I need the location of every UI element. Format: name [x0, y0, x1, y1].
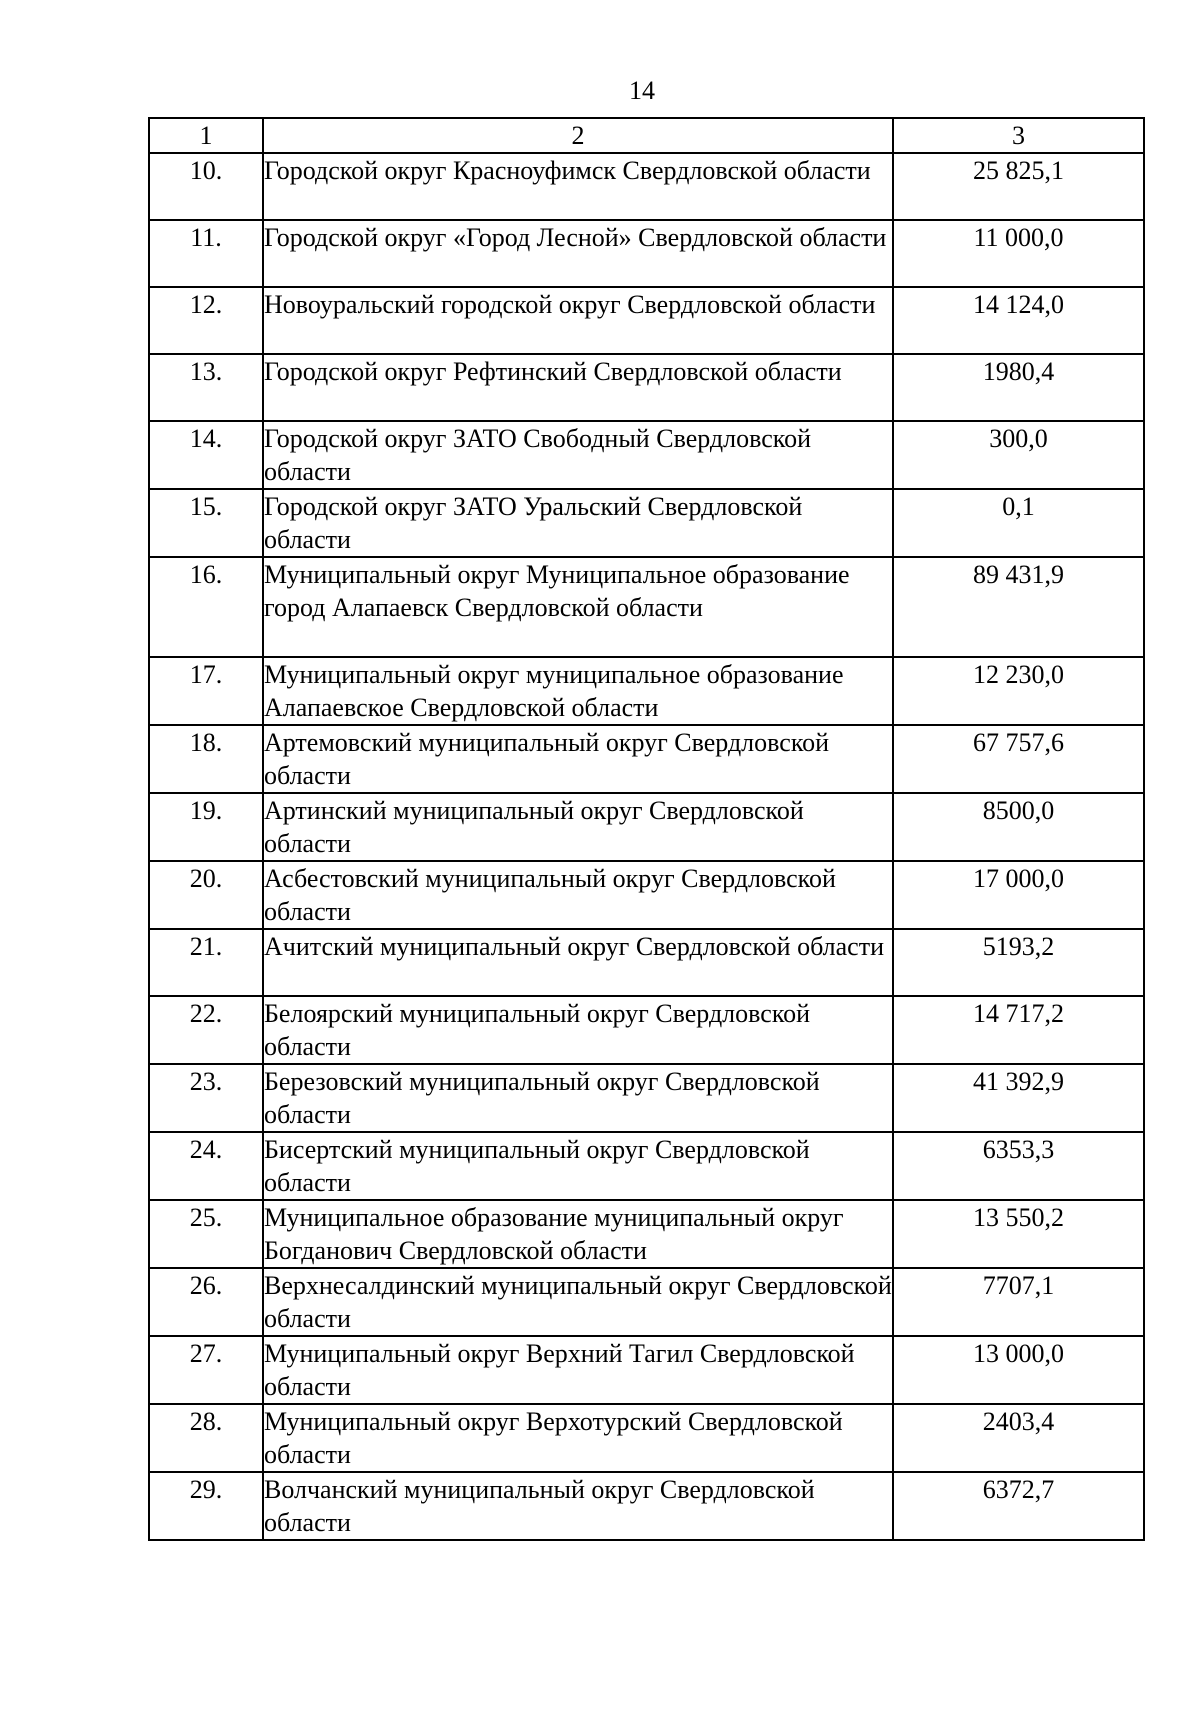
row-municipality-name: Муниципальный округ Муниципальное образование город Алапаевск Свердловской области: [263, 557, 893, 657]
table-row: [149, 793, 1144, 861]
row-amount-value: 300,0: [893, 421, 1144, 489]
row-municipality-name: Волчанский муниципальный округ Свердловской области: [263, 1472, 893, 1540]
table-row: [149, 1200, 1144, 1268]
row-municipality-name: Городской округ Рефтинский Свердловской области: [263, 354, 893, 421]
row-amount-value: 0,1: [893, 489, 1144, 557]
column-header-number: 1: [149, 118, 263, 153]
row-municipality-name: Муниципальное образование муниципальный округ Богданович Свердловской области: [263, 1200, 893, 1268]
row-amount-value: 67 757,6: [893, 725, 1144, 793]
row-municipality-name: Березовский муниципальный округ Свердловской области: [263, 1064, 893, 1132]
row-number: 12.: [149, 287, 263, 354]
row-municipality-name: Городской округ «Город Лесной» Свердловской области: [263, 220, 893, 287]
row-amount-value: 25 825,1: [893, 153, 1144, 220]
row-municipality-name: Артинский муниципальный округ Свердловской области: [263, 793, 893, 861]
row-municipality-name: Муниципальный округ муниципальное образование Алапаевское Свердловской области: [263, 657, 893, 725]
row-number: 29.: [149, 1472, 263, 1540]
row-municipality-name: Муниципальный округ Верхотурский Свердловской области: [263, 1404, 893, 1472]
row-number: 21.: [149, 929, 263, 996]
row-municipality-name: Новоуральский городской округ Свердловской области: [263, 287, 893, 354]
row-number: 10.: [149, 153, 263, 220]
row-amount-value: 13 000,0: [893, 1336, 1144, 1404]
table-row: [149, 1132, 1144, 1200]
table-body: [149, 153, 1144, 1540]
row-number: 20.: [149, 861, 263, 929]
row-number: 16.: [149, 557, 263, 657]
municipality-table: [148, 117, 1145, 1541]
row-municipality-name: Артемовский муниципальный округ Свердловской области: [263, 725, 893, 793]
row-municipality-name: Городской округ Красноуфимск Свердловской области: [263, 153, 893, 220]
column-header-value: 3: [893, 118, 1144, 153]
row-number: 27.: [149, 1336, 263, 1404]
row-number: 14.: [149, 421, 263, 489]
table-row: [149, 929, 1144, 996]
table-row: [149, 725, 1144, 793]
row-amount-value: 1980,4: [893, 354, 1144, 421]
row-number: 15.: [149, 489, 263, 557]
page-number: 14: [629, 76, 655, 105]
row-amount-value: 2403,4: [893, 1404, 1144, 1472]
row-number: 26.: [149, 1268, 263, 1336]
row-amount-value: 6372,7: [893, 1472, 1144, 1540]
row-amount-value: 5193,2: [893, 929, 1144, 996]
table-row: [149, 861, 1144, 929]
row-number: 19.: [149, 793, 263, 861]
row-number: 25.: [149, 1200, 263, 1268]
row-amount-value: 41 392,9: [893, 1064, 1144, 1132]
row-number: 23.: [149, 1064, 263, 1132]
row-amount-value: 7707,1: [893, 1268, 1144, 1336]
table-row: [149, 1336, 1144, 1404]
table-row: [149, 1472, 1144, 1540]
row-number: 22.: [149, 996, 263, 1064]
row-number: 11.: [149, 220, 263, 287]
table-row: [149, 1268, 1144, 1336]
row-number: 17.: [149, 657, 263, 725]
table-row: [149, 421, 1144, 489]
row-number: 24.: [149, 1132, 263, 1200]
table-row: [149, 1064, 1144, 1132]
row-amount-value: 12 230,0: [893, 657, 1144, 725]
row-amount-value: 11 000,0: [893, 220, 1144, 287]
table-row: [149, 1404, 1144, 1472]
table-row: [149, 657, 1144, 725]
table-row: [149, 153, 1144, 220]
row-amount-value: 14 717,2: [893, 996, 1144, 1064]
row-municipality-name: Бисертский муниципальный округ Свердловской области: [263, 1132, 893, 1200]
row-amount-value: 13 550,2: [893, 1200, 1144, 1268]
table-row: [149, 220, 1144, 287]
table-row: [149, 287, 1144, 354]
table-row: [149, 996, 1144, 1064]
row-municipality-name: Асбестовский муниципальный округ Свердловской области: [263, 861, 893, 929]
table-row: [149, 557, 1144, 657]
row-amount-value: 17 000,0: [893, 861, 1144, 929]
column-header-name: 2: [263, 118, 893, 153]
row-amount-value: 14 124,0: [893, 287, 1144, 354]
row-municipality-name: Верхнесалдинский муниципальный округ Свердловской области: [263, 1268, 893, 1336]
row-municipality-name: Городской округ ЗАТО Свободный Свердловской области: [263, 421, 893, 489]
row-municipality-name: Ачитский муниципальный округ Свердловской области: [263, 929, 893, 996]
row-amount-value: 89 431,9: [893, 557, 1144, 657]
row-municipality-name: Белоярский муниципальный округ Свердловской области: [263, 996, 893, 1064]
row-municipality-name: Муниципальный округ Верхний Тагил Свердловской области: [263, 1336, 893, 1404]
row-number: 13.: [149, 354, 263, 421]
table-header-row: [149, 118, 1144, 153]
row-number: 28.: [149, 1404, 263, 1472]
row-number: 18.: [149, 725, 263, 793]
row-municipality-name: Городской округ ЗАТО Уральский Свердловской области: [263, 489, 893, 557]
row-amount-value: 8500,0: [893, 793, 1144, 861]
table-row: [149, 489, 1144, 557]
table-row: [149, 354, 1144, 421]
row-amount-value: 6353,3: [893, 1132, 1144, 1200]
